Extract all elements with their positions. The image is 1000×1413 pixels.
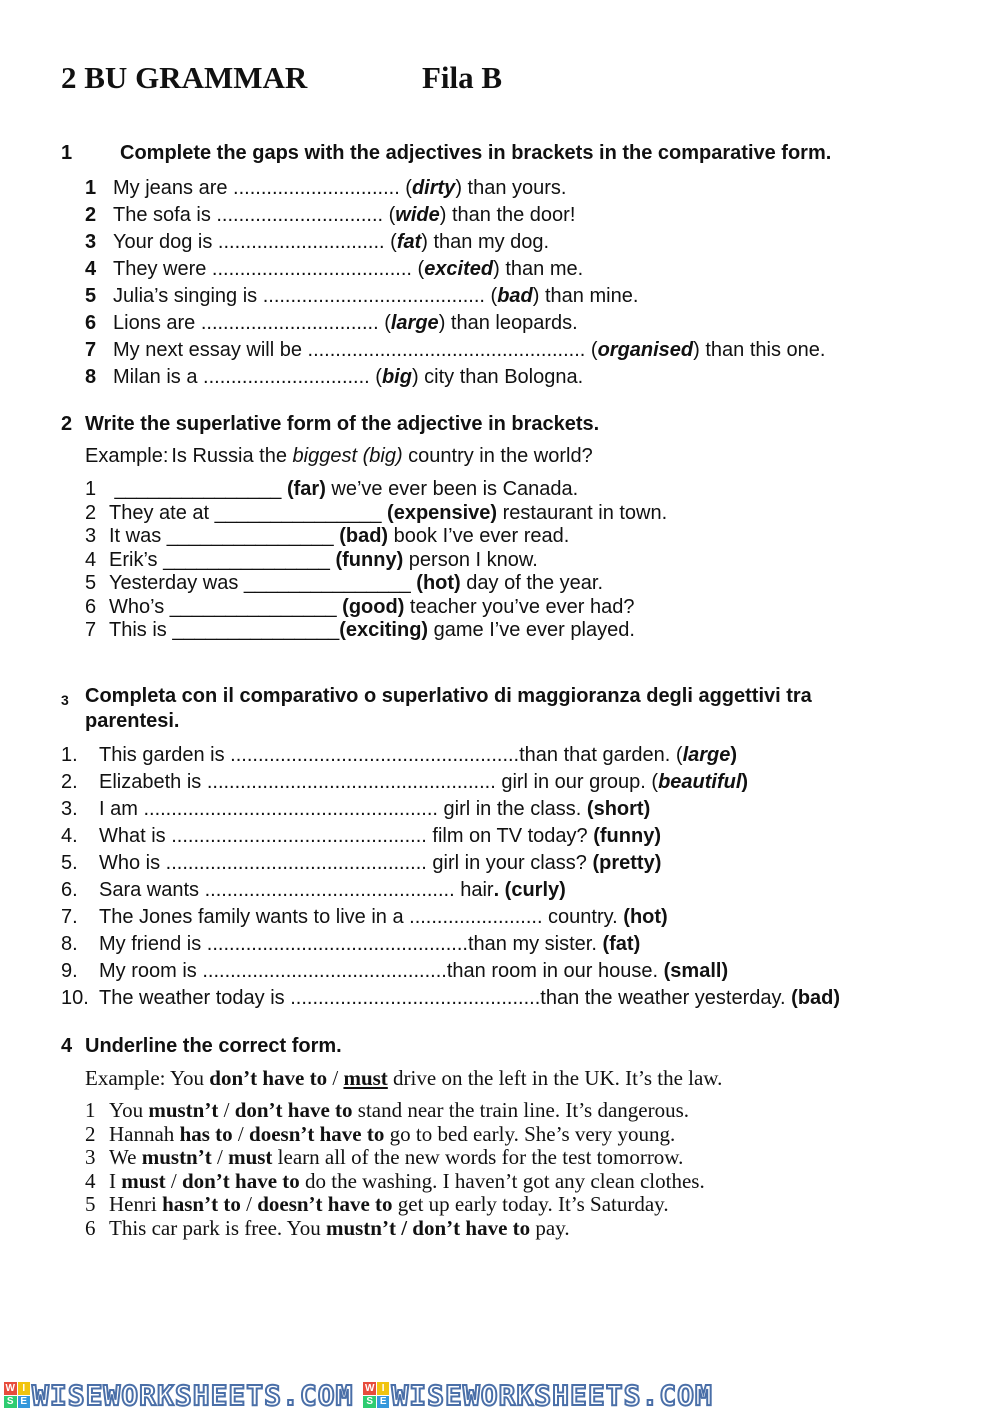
maggioranza-item: [61, 825, 661, 848]
item-number: 10.: [61, 987, 89, 1009]
item-text-end: ) than yours.: [455, 177, 567, 199]
superlative-item: [85, 549, 538, 572]
logo-letter: E: [377, 1396, 390, 1409]
example-post: country in the world?: [402, 445, 593, 467]
item-adjective: excited: [424, 258, 494, 280]
superlative-item: [85, 525, 569, 548]
item-text-end: pay.: [530, 1215, 570, 1240]
item-number: 5: [85, 285, 97, 307]
item-adjective: large: [390, 312, 439, 334]
item-text-end: ) than my dog.: [421, 231, 550, 253]
example-text: Example: You: [85, 1066, 210, 1090]
item-number: 4: [85, 548, 97, 571]
item-number: 7: [85, 619, 97, 641]
item-number: 5: [85, 572, 97, 594]
item-text-end: person I know.: [403, 548, 538, 571]
item-adjective: large: [682, 744, 731, 766]
option-b: must: [228, 1145, 273, 1169]
section4-example: [85, 1066, 722, 1091]
item-number: 1: [85, 1098, 96, 1122]
logo-letter: E: [18, 1396, 31, 1409]
item-text-end: we’ve ever been is Canada.: [325, 478, 579, 500]
maggioranza-item: [61, 771, 748, 794]
item-text: The weather today is .............................................than the weather yesterday.: [99, 987, 792, 1009]
item-text: What is .............................................. film on TV today?: [99, 825, 594, 847]
superlative-item: [85, 572, 603, 595]
item-number: 6.: [61, 879, 78, 901]
comparative-item: [85, 258, 583, 281]
item-text: This car park is free. You: [109, 1215, 326, 1240]
footer-banner: [0, 1377, 1000, 1413]
item-adjective: (fat): [602, 933, 641, 955]
comparative-item: [85, 177, 566, 200]
logo-letter: W: [5, 1382, 15, 1394]
item-adjective: (hot): [416, 572, 461, 594]
item-text-end: ) than this one.: [693, 339, 826, 361]
section2-number: 2: [61, 413, 73, 435]
item-bracket: ): [741, 771, 749, 793]
example-rest: drive on the left in the UK. It’s the law.: [387, 1066, 723, 1090]
item-text: I am ..................................................... girl in the class.: [99, 798, 587, 820]
item-text: We: [109, 1145, 142, 1169]
brand-text: WISEWORKSHEETS.COM: [391, 1378, 713, 1412]
item-text: Lions are ................................ (: [113, 312, 391, 334]
item-text-end: do the washing. I haven’t got any clean clothes.: [299, 1168, 705, 1193]
logo-letter: I: [18, 1382, 31, 1395]
item-text-end: get up early today. It’s Saturday.: [392, 1192, 669, 1216]
item-text-end: ) city than Bologna.: [411, 366, 584, 388]
maggioranza-item: [61, 933, 640, 956]
item-text: This is _______________: [109, 619, 340, 641]
item-text-end: ) than me.: [493, 258, 584, 280]
superlative-item: [85, 596, 635, 619]
item-text: Milan is a .............................. (: [113, 366, 382, 388]
item-text: They were .................................... (: [113, 258, 425, 280]
item-adjective: (funny): [593, 825, 661, 847]
item-text-end: restaurant in town.: [497, 501, 668, 524]
item-number: 2: [85, 204, 97, 226]
item-number: 4: [85, 1168, 96, 1193]
item-adjective: (bad): [791, 987, 841, 1009]
item-text: You: [109, 1098, 149, 1122]
item-text: Who is ............................................... girl in your class?: [99, 852, 593, 874]
comparative-item: [85, 204, 575, 227]
modal-item: [85, 1122, 675, 1147]
brand-logo-icon: [363, 1382, 389, 1408]
item-number: 4.: [61, 825, 78, 847]
option-b: doesn’t have to: [257, 1192, 393, 1216]
item-text: It was _______________: [109, 525, 340, 547]
item-adjective: organised: [597, 339, 694, 361]
item-number: 1: [85, 177, 97, 199]
item-text-end: learn all of the new words for the test tomorrow.: [272, 1145, 684, 1169]
item-text: Julia’s singing is ........................................ (: [113, 285, 498, 307]
item-text: Hannah: [109, 1121, 180, 1146]
item-number: 1: [85, 478, 97, 500]
item-number: 5: [85, 1192, 96, 1216]
item-adjective: beautiful: [658, 771, 742, 793]
item-text-end: go to bed early. She’s very young.: [384, 1121, 676, 1146]
maggioranza-item: [61, 798, 650, 821]
item-number: 6: [85, 1215, 96, 1240]
item-number: 4: [85, 258, 97, 280]
item-text: The Jones family wants to live in a ........................ country.: [99, 906, 624, 928]
item-number: 2: [85, 1121, 96, 1146]
section4-number: 4: [61, 1035, 73, 1057]
item-text: My jeans are .............................. (: [113, 177, 412, 199]
option-slash: /: [165, 1168, 182, 1193]
item-adjective: (funny): [335, 548, 404, 571]
option-b: doesn’t have to: [249, 1121, 385, 1146]
superlative-item: [85, 502, 667, 525]
comparative-item: [85, 339, 825, 362]
maggioranza-item: [61, 852, 661, 875]
item-text-end: day of the year.: [460, 572, 604, 594]
item-text: Sara wants ............................................. hair: [99, 879, 494, 901]
item-text: This garden is ....................................................than that garden. (: [99, 744, 683, 766]
section4-instruction: Underline the correct form.: [85, 1035, 342, 1057]
item-number: 8: [85, 366, 97, 388]
item-text-end: ) than leopards.: [438, 312, 578, 334]
item-text-end: book I’ve ever read.: [388, 525, 570, 547]
item-adjective: (exciting): [339, 619, 429, 641]
item-adjective: (pretty): [592, 852, 662, 874]
section3-number: 3: [61, 692, 69, 708]
option-a: must: [121, 1168, 166, 1193]
item-text: I: [109, 1168, 122, 1193]
item-number: 1.: [61, 744, 78, 766]
item-text: Your dog is .............................. (: [113, 231, 397, 253]
item-bracket: ): [730, 744, 738, 766]
item-text: My friend is ...............................................than my sister.: [99, 933, 603, 955]
item-text: Erik’s _______________: [109, 548, 336, 571]
option-a: hasn’t to: [162, 1192, 241, 1216]
option-a: mustn’t: [141, 1145, 212, 1169]
option-slash: /: [232, 1121, 250, 1146]
item-text: The sofa is .............................. (: [113, 204, 396, 226]
item-adjective: big: [381, 366, 412, 388]
logo-letter: W: [364, 1382, 375, 1394]
item-adjective: . (curly): [493, 879, 566, 901]
option-a: mustn’t: [148, 1098, 219, 1122]
item-adjective: bad: [497, 285, 533, 307]
item-adjective: (short): [586, 798, 651, 820]
option-slash: /: [240, 1192, 258, 1216]
example-label: Example:: [85, 445, 169, 467]
comparative-item: [85, 312, 578, 335]
comparative-item: [85, 231, 549, 254]
logo-letter: S: [4, 1396, 17, 1409]
item-adjective: fat: [396, 231, 422, 253]
modal-item: [85, 1192, 669, 1217]
section2-example: [85, 445, 593, 468]
item-adjective: (small): [663, 960, 729, 982]
example-italic: biggest (big): [292, 445, 403, 467]
comparative-item: [85, 285, 638, 308]
brand-text: WISEWORKSHEETS.COM: [32, 1378, 354, 1412]
item-number: 6: [85, 595, 97, 618]
section3-instruction-line2: parentesi.: [85, 710, 180, 732]
example-pre: Is Russia the: [171, 445, 293, 467]
item-text: They ate at _______________: [109, 501, 388, 524]
item-text: Henri: [109, 1192, 163, 1216]
item-number: 3: [85, 525, 97, 547]
item-text-end: ) than the door!: [439, 204, 576, 226]
example-option-b: must: [343, 1066, 388, 1090]
option-slash: /: [218, 1098, 235, 1122]
superlative-item: [85, 619, 635, 642]
logo-letter: I: [377, 1382, 390, 1395]
comparative-item: [85, 366, 583, 389]
modal-item: [85, 1098, 689, 1123]
item-text: Who’s _______________: [109, 595, 343, 618]
item-number: 5.: [61, 852, 78, 874]
item-number: 3: [85, 231, 97, 253]
modal-item: [85, 1145, 683, 1170]
section2-instruction: Write the superlative form of the adjective in brackets.: [85, 413, 600, 435]
item-number: 9.: [61, 960, 78, 982]
item-text-end: stand near the train line. It’s dangerous.: [352, 1098, 690, 1122]
maggioranza-item: [61, 879, 566, 902]
item-adjective: (hot): [623, 906, 668, 928]
item-number: 3: [85, 1145, 96, 1169]
option-slash: /: [211, 1145, 229, 1169]
worksheet-title: 2 BU GRAMMAR: [61, 60, 308, 95]
example-slash: /: [327, 1066, 344, 1090]
option-b: don’t have to: [181, 1168, 300, 1193]
item-adjective: dirty: [411, 177, 456, 199]
item-number: 2.: [61, 771, 78, 793]
maggioranza-item: [61, 987, 840, 1010]
item-text: My next essay will be .................................................. (: [113, 339, 598, 361]
item-adjective: wide: [395, 204, 440, 226]
footer-logo-1: [4, 1379, 353, 1412]
section1-number: 1: [61, 142, 73, 164]
item-text: Yesterday was _______________: [109, 572, 417, 594]
item-number: 8.: [61, 933, 78, 955]
footer-logo-2: [363, 1379, 712, 1412]
logo-letter: S: [363, 1396, 376, 1409]
brand-logo-icon: [4, 1382, 30, 1408]
section1-instruction: Complete the gaps with the adjectives in brackets in the comparative form.: [120, 142, 832, 164]
item-number: 7.: [61, 906, 78, 928]
item-text-end: ) than mine.: [532, 285, 639, 307]
item-text: Elizabeth is .................................................... girl in our group. (: [99, 771, 659, 793]
item-adjective: (far): [286, 478, 326, 500]
item-adjective: (bad): [339, 525, 389, 547]
modal-item: [85, 1216, 570, 1241]
example-option-a: don’t have to: [209, 1066, 328, 1090]
option-a: mustn’t / don’t have to: [325, 1215, 531, 1240]
item-number: 7: [85, 339, 97, 361]
item-number: 2: [85, 501, 97, 524]
option-a: has to: [179, 1121, 233, 1146]
item-adjective: (good): [342, 595, 405, 618]
superlative-item: [85, 478, 578, 501]
item-number: 6: [85, 312, 97, 334]
item-text-end: teacher you’ve ever had?: [404, 595, 635, 618]
item-number: 3.: [61, 798, 78, 820]
modal-item: [85, 1169, 705, 1194]
item-text: _______________: [109, 478, 287, 500]
section3-instruction-line1: Completa con il comparativo o superlativo di maggioranza degli aggettivi tra: [85, 685, 812, 707]
option-b: don’t have to: [234, 1098, 353, 1122]
maggioranza-item: [61, 744, 737, 767]
maggioranza-item: [61, 906, 668, 929]
item-text-end: game I’ve ever played.: [428, 619, 635, 641]
maggioranza-item: [61, 960, 728, 983]
worksheet-subtitle: Fila B: [422, 60, 503, 95]
item-text: My room is ............................................than room in our house.: [99, 960, 664, 982]
item-adjective: (expensive): [387, 501, 498, 524]
